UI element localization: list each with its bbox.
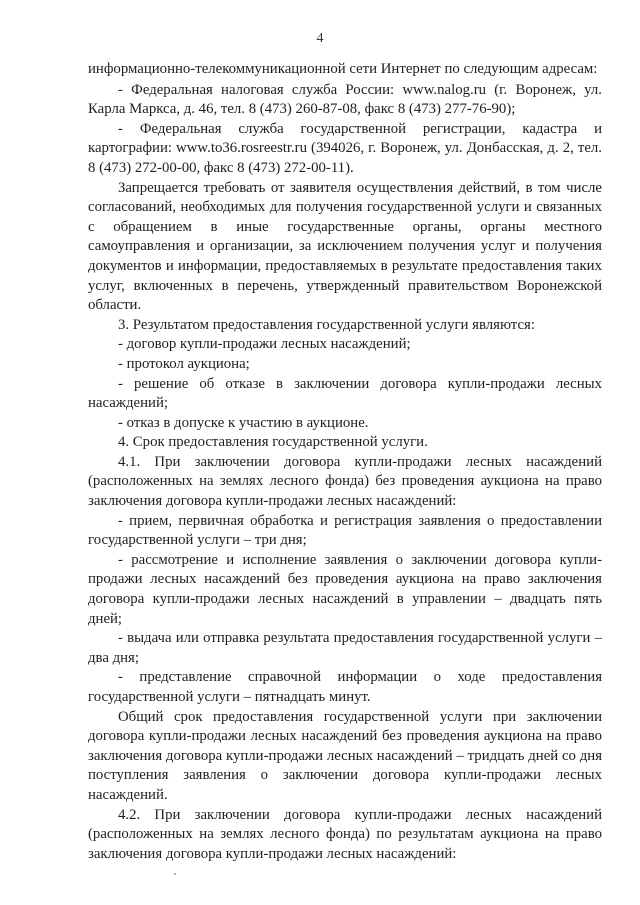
list-item-reference-info: - представление справочной информации о ходе предоставления государственной услуги – пятнадцать минут. — [88, 669, 602, 705]
paragraph-tax-service: - Федеральная налоговая служба России: www.nalog.ru (г. Воронеж, ул. Карла Маркса, д. 46, тел. 8 (473) 260-87-08, факс 8 (473) 277-76-90); — [88, 81, 602, 118]
document-body — [88, 60, 602, 864]
paragraph-section-4: 4. Срок предоставления государственной услуги. — [118, 434, 428, 451]
list-item-protocol: - протокол аукциона; — [118, 355, 250, 372]
paragraph-intro-addresses: информационно-телекоммуникационной сети Интернет по следующим адресам: — [88, 61, 598, 77]
scan-speck — [174, 873, 176, 875]
paragraph-section-4-1: 4.1. При заключении договора купли-продажи лесных насаждений (расположенных на землях лесного фонда) без проведения аукциона на право заключения договора купли-продажи лесных насаждений: — [88, 453, 602, 510]
list-item-issuance: - выдача или отправка результата предоставления государственной услуги – два дня; — [88, 630, 602, 666]
list-item-refusal-decision: - решение об отказе в заключении договора купли-продажи лесных насаждений; — [88, 375, 602, 412]
paragraph-section-3: 3. Результатом предоставления государственной услуги являются: — [118, 316, 535, 333]
list-item-admission-refusal: - отказ в допуске к участию в аукционе. — [118, 414, 369, 431]
paragraph-prohibition: Запрещается требовать от заявителя осуществления действий, в том числе согласований, необходимых для получения государственной услуги и связанных с обращением в иные государственные органы, органы местного самоуправления и организации, за исключением получения услуг и получения документов и информации, предоставляемых в результате предоставления таких услуг, включенных в перечень, утвержденный правительством Воронежской области. — [88, 179, 602, 314]
list-item-contract: - договор купли-продажи лесных насаждений; — [118, 336, 411, 353]
paragraph-total-term: Общий срок предоставления государственной услуги при заключении договора купли-продажи лесных насаждений без проведения аукциона на право заключения договора купли-продажи лесных насаждений – тридцать дней со дня поступления заявления о заключении договора купли-продажи лесных насаждений. — [88, 708, 602, 803]
list-item-review: - рассмотрение и исполнение заявления о заключении договора купли-продажи лесных насаждений без проведения аукциона на право заключения договора купли-продажи лесных насаждений в управлении – двадцать пять дней; — [88, 551, 602, 627]
list-item-reception: - прием, первичная обработка и регистрация заявления о предоставлении государственной услуги – три дня; — [88, 512, 602, 549]
page-number: 4 — [316, 31, 324, 46]
paragraph-section-4-2: 4.2. При заключении договора купли-продажи лесных насаждений (расположенных на землях лесного фонда) по результатам аукциона на право заключения договора купли-продажи лесных насаждений: — [88, 806, 602, 862]
paragraph-rosreestr: - Федеральная служба государственной регистрации, кадастра и картографии: www.to36.rosreestr.ru (394026, г. Воронеж, ул. Донбасская, д. 2, тел. 8 (473) 272-00-00, факс 8 (473) 272-00-11). — [88, 120, 602, 176]
